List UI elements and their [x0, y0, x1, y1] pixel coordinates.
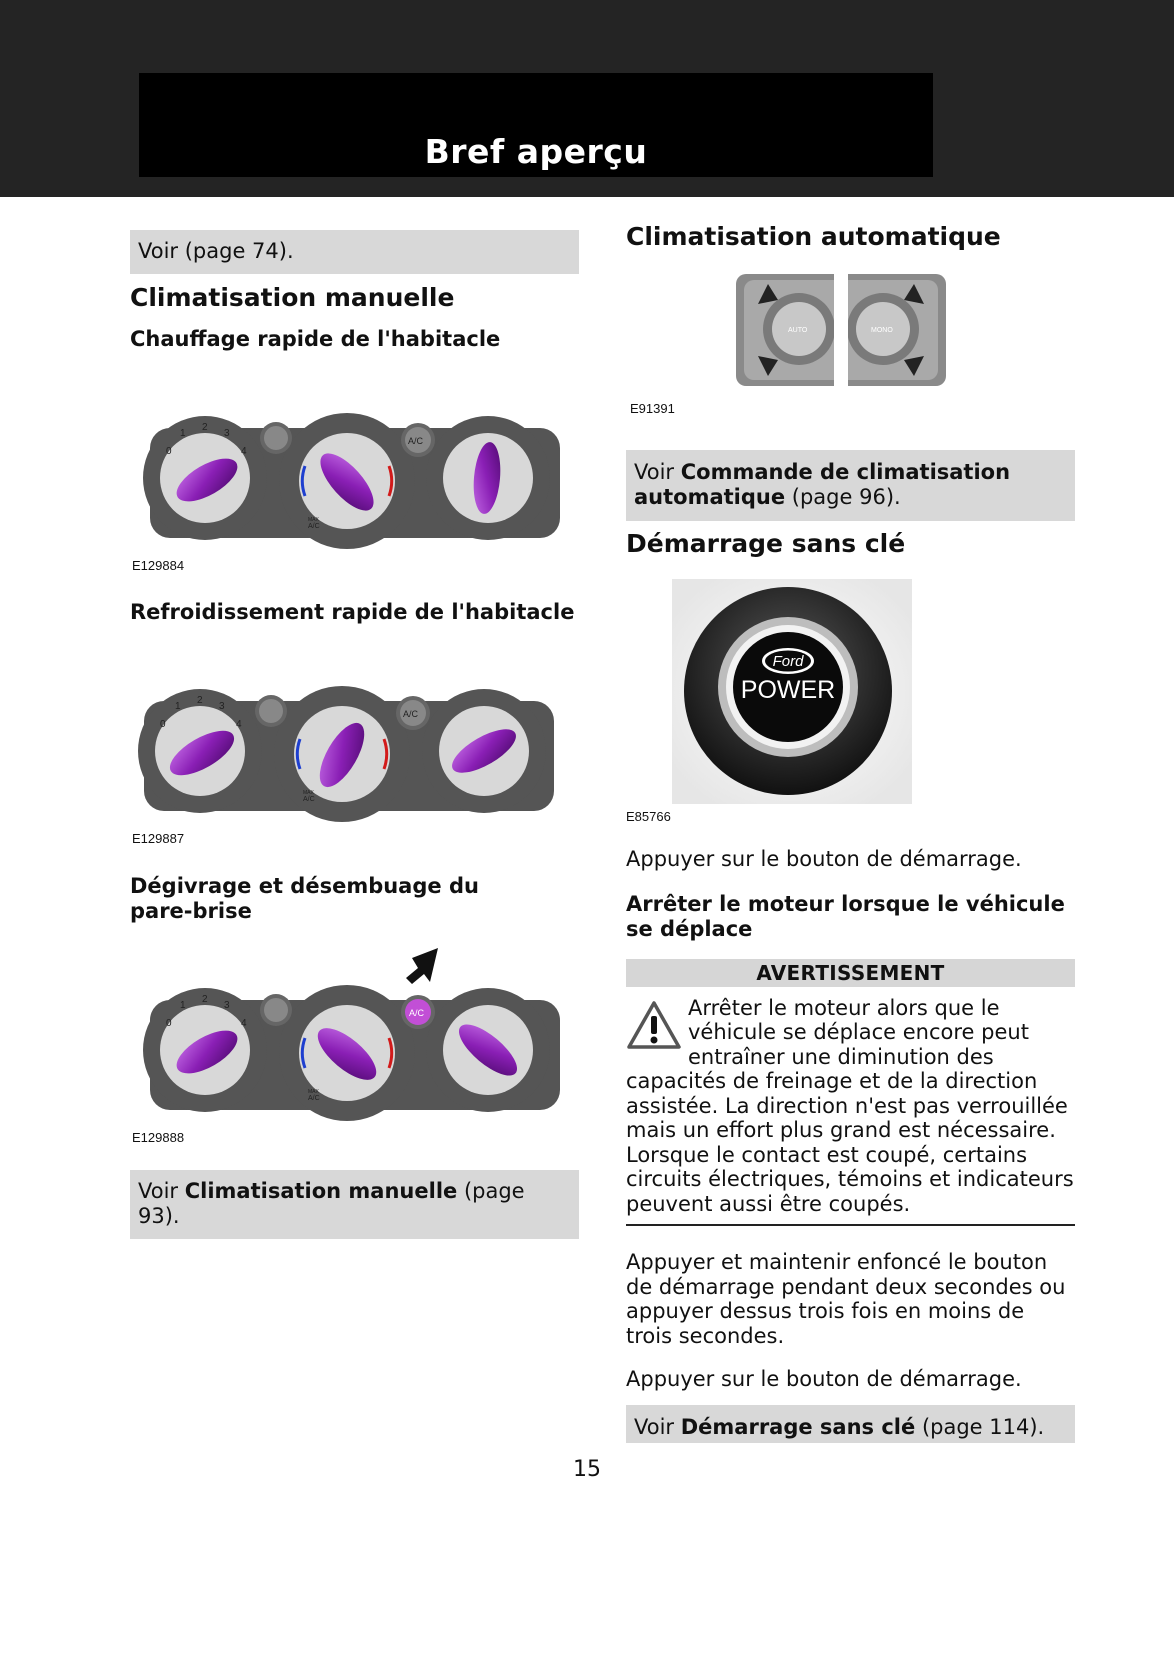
max-label: MAX — [308, 1089, 319, 1095]
fan-label-4: 4 — [241, 1018, 247, 1029]
defrost-panel-illustration — [130, 930, 579, 1140]
fan-label-4: 4 — [236, 719, 242, 730]
max-label: MAX — [308, 517, 319, 523]
max-label: MAX — [303, 790, 314, 796]
power-label: POWER — [740, 676, 836, 704]
see-prefix: Voir — [634, 460, 681, 484]
see-suffix: (page 93). — [138, 1179, 525, 1228]
see-link-auto[interactable]: Commande de climatisation automatique — [634, 460, 1011, 509]
heat-caption: E129884 — [132, 558, 185, 573]
figure-auto — [626, 260, 1075, 430]
max-ac-label: A/C — [308, 1095, 320, 1102]
press-text: Appuyer sur le bouton de démarrage. — [626, 847, 1022, 871]
cool-title: Refroidissement rapide de l'habitacle — [130, 600, 575, 624]
max-ac-label: A/C — [303, 796, 315, 803]
auto-caption: E91391 — [630, 401, 675, 416]
left-column — [130, 230, 579, 1239]
right-column — [626, 222, 1075, 1443]
manual-ac-title: Climatisation manuelle — [130, 283, 455, 312]
fan-label-1: 1 — [180, 1000, 186, 1011]
ac-button-label: A/C — [403, 709, 419, 719]
cool-caption: E129887 — [132, 831, 185, 846]
see-box-keyless — [626, 1405, 1075, 1443]
warning-line-4: capacités de freinage et de la direction — [626, 1069, 1038, 1093]
figure-cool — [130, 631, 579, 867]
figure-power — [626, 569, 1075, 835]
fan-label-3: 3 — [224, 1000, 230, 1011]
auto-ac-title: Climatisation automatique — [626, 222, 1001, 251]
ac-button-label: A/C — [409, 1008, 425, 1018]
title-bar — [139, 73, 933, 177]
see-box-manual — [130, 1170, 579, 1239]
figure-defrost — [130, 930, 579, 1166]
see-link-keyless[interactable]: Démarrage sans clé — [680, 1414, 916, 1439]
fan-label-1: 1 — [180, 428, 186, 439]
warning-rule — [626, 1224, 1075, 1226]
see-box-intro — [130, 230, 579, 274]
fan-label-1: 1 — [175, 701, 181, 712]
warning-line-3: entraîner une diminution des — [688, 1044, 994, 1069]
see-prefix: Voir — [634, 1414, 681, 1439]
hold-text: Appuyer et maintenir enfoncé le bouton de démarrage pendant deux secondes ou appuyer dessus trois fois en moins de trois secondes. — [626, 1250, 1066, 1348]
see-box-intro-text: Voir (page 74). — [138, 239, 294, 263]
mono-button-label: MONO — [871, 327, 893, 334]
warning-icon — [626, 1000, 682, 1050]
power-caption: E85766 — [626, 809, 671, 824]
fan-label-2: 2 — [202, 422, 208, 433]
fan-label-3: 3 — [224, 428, 230, 439]
see-prefix: Voir — [138, 1179, 185, 1203]
warning-body — [626, 996, 1075, 1217]
cool-panel-illustration — [130, 631, 579, 841]
see-suffix: (page 114). — [915, 1414, 1045, 1439]
heat-panel-illustration — [130, 358, 579, 568]
stop-title: Arrêter le moteur lorsque le véhicule se déplace — [626, 891, 1065, 941]
fan-label-4: 4 — [241, 446, 247, 457]
fan-label-0: 0 — [166, 1018, 172, 1029]
page-number: 15 — [573, 1457, 601, 1482]
defrost-caption: E129888 — [132, 1130, 185, 1145]
fan-label-0: 0 — [160, 719, 166, 730]
warning-line-9: peuvent aussi être coupés. — [626, 1191, 911, 1216]
fan-label-2: 2 — [202, 994, 208, 1005]
heat-title: Chauffage rapide de l'habitacle — [130, 327, 501, 351]
fan-label-2: 2 — [197, 695, 203, 706]
ac-button-label: A/C — [408, 436, 424, 446]
auto-button-label: AUTO — [788, 327, 808, 334]
warning-header: AVERTISSEMENT — [626, 959, 1075, 987]
arrow-icon — [406, 948, 438, 984]
defrost-title: Dégivrage et désembuage du pare-brise — [130, 874, 479, 923]
warning-line-8: circuits électriques, témoins et indicateurs — [626, 1167, 1074, 1191]
press-text-2: Appuyer sur le bouton de démarrage. — [626, 1367, 1022, 1391]
see-link-manual[interactable]: Climatisation manuelle — [184, 1179, 458, 1203]
warning-line-1: Arrêter le moteur alors que le — [688, 995, 1000, 1020]
warning-line-6: mais un effort plus grand est nécessaire. — [626, 1118, 1056, 1142]
power-brand: Ford — [772, 653, 804, 670]
warning-line-5: assistée. La direction n'est pas verrouillée — [626, 1093, 1068, 1118]
warning-line-7: Lorsque le contact est coupé, certains — [626, 1142, 1028, 1167]
keyless-title: Démarrage sans clé — [626, 529, 906, 558]
fan-label-3: 3 — [219, 701, 225, 712]
see-box-auto — [626, 450, 1075, 521]
page-title: Bref aperçu — [424, 132, 648, 171]
auto-panel-illustration — [626, 260, 1075, 410]
see-suffix: (page 96). — [785, 485, 901, 509]
max-ac-label: A/C — [308, 523, 320, 530]
fan-label-0: 0 — [166, 446, 172, 457]
figure-heat — [130, 358, 579, 594]
warning-line-2: véhicule se déplace encore peut — [688, 1020, 1029, 1044]
power-button-illustration — [626, 569, 1075, 809]
